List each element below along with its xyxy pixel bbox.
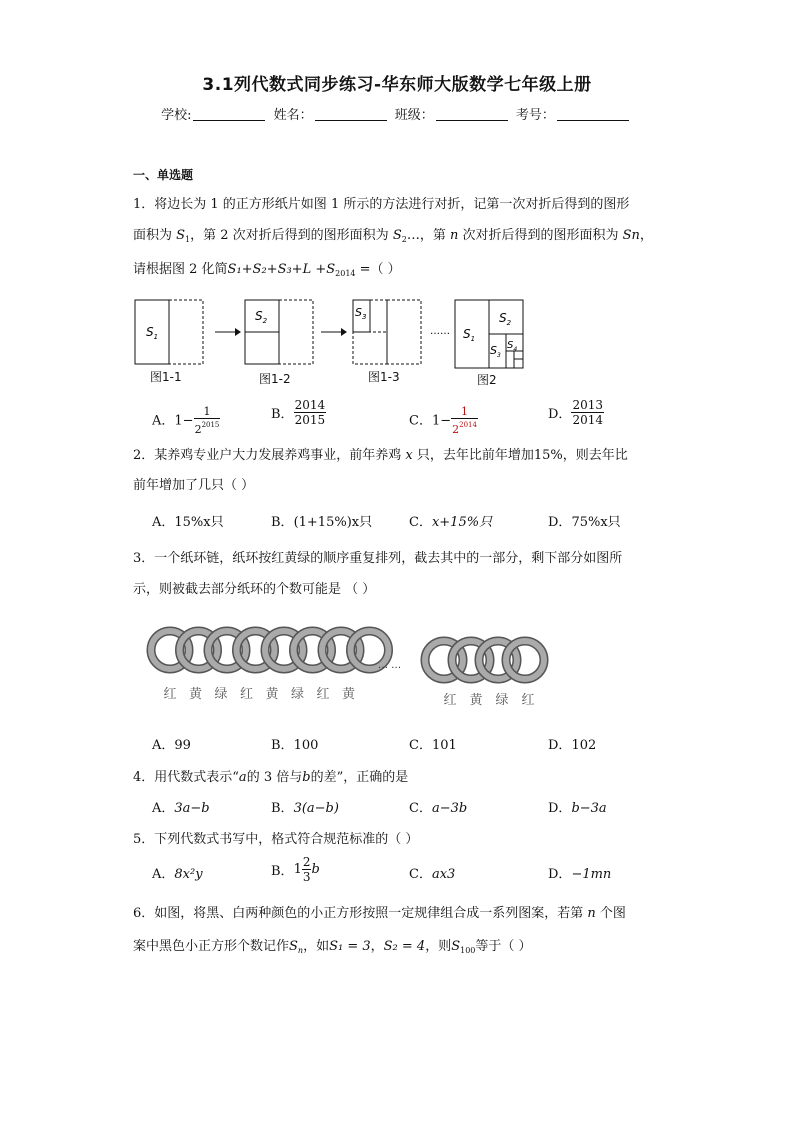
left-ring-label-6: 红 <box>316 687 330 702</box>
student-info-row <box>0 104 794 123</box>
q4-option-b[interactable]: B．3(a−b) <box>271 801 339 816</box>
left-ring-label-3: 红 <box>239 687 254 702</box>
q3-option-a[interactable]: A．99 <box>152 738 191 753</box>
fig4-s4-label: $S_4$ <box>507 340 518 353</box>
q1-sum-expression: S₁+S₂+S₃+L +S <box>227 262 336 277</box>
q5-options <box>152 855 712 889</box>
right-ring-fill-3 <box>506 641 544 679</box>
q4-options <box>152 797 712 815</box>
q1-option-a[interactable]: A．1− $\frac{1}{2^{2015}}$ <box>152 405 220 436</box>
left-ring-label-4: 黄 <box>265 687 279 702</box>
q6-line2: 案中黑色小正方形个数记作$S_n$，如S₁ = 3，S₂ = 4，则$S_{100}$等于（ ） <box>133 939 532 955</box>
left-ring-label-5: 绿 <box>290 687 305 702</box>
caption-fig1-3: 图1-3 <box>368 370 400 384</box>
q2-option-d[interactable]: D．75%x只 <box>548 515 621 530</box>
left-ring-label-0: 红 <box>163 687 177 702</box>
q1-line1: 1．将边长为 1 的正方形纸片如图 1 所示的方法进行对折，记第一次对折后得到的图形 <box>133 197 630 212</box>
caption-fig1-1: 图1-1 <box>150 370 182 384</box>
q5-option-d[interactable]: D．−1mn <box>548 867 612 882</box>
q2-options <box>152 511 712 529</box>
number-blank[interactable] <box>557 108 629 121</box>
q1-options <box>152 398 712 436</box>
q3-ring-chain-figure <box>140 612 560 722</box>
fig4-s1-label: $S_1$ <box>463 327 476 343</box>
caption-fig1-2: 图1-2 <box>259 372 291 386</box>
q3-line2: 示，则被截去部分纸环的个数可能是 （ ） <box>133 582 376 597</box>
q2-option-a[interactable]: A．15%x只 <box>152 515 224 530</box>
q4-option-c[interactable]: C．a−3b <box>409 801 468 816</box>
q4-option-a[interactable]: A．3a−b <box>152 801 210 816</box>
q6-line1: 6．如图，将黑、白两种颜色的小正方形按照一定规律组合成一系列图案，若第 n 个图 <box>133 906 626 921</box>
q1-line3: 请根据图 2 化简$S_1+S_2+S_3+L +S_{2014}$ =（ ） <box>133 262 401 278</box>
fig4-s3-label: $S_3$ <box>490 344 501 359</box>
q4-line: 4．用代数式表示“a的 3 倍与b的差”，正确的是 <box>133 770 409 785</box>
q1-option-c[interactable]: C．1− $\frac{1}{2^{2014}}$ <box>409 405 477 436</box>
chain-ellipsis: … … <box>378 660 402 671</box>
left-ring-label-7: 黄 <box>341 687 356 702</box>
q5-option-c[interactable]: C．ax3 <box>409 867 456 882</box>
q1-folding-figure <box>133 296 533 390</box>
q2-line2: 前年增加了几只（ ） <box>133 478 255 493</box>
q5-option-b[interactable]: B．1 $\frac{2}{3}$ b <box>271 855 320 884</box>
caption-fig2: 图2 <box>477 373 497 387</box>
q1-line2: 面积为 $S_1$，第 2 次对折后得到的图形面积为 $S_2\dots$，第 n 次对折后得到的图形面积为 Sn， <box>133 228 653 244</box>
name-blank[interactable] <box>315 108 387 121</box>
right-ring-label-3: 红 <box>521 693 535 708</box>
class-blank[interactable] <box>436 108 508 121</box>
left-ring-label-1: 黄 <box>188 687 203 702</box>
left-ring-label-2: 绿 <box>214 687 228 702</box>
q3-option-b[interactable]: B．100 <box>271 738 319 753</box>
q3-option-c[interactable]: C．101 <box>409 738 457 753</box>
name-label: 姓名： <box>273 108 313 123</box>
fig1-s1-label: $S_1$ <box>146 325 159 341</box>
fig4-s2-label: $S_2$ <box>499 311 512 327</box>
class-label: 班级： <box>394 108 434 123</box>
fig2-s2-label: $S_2$ <box>255 309 268 325</box>
q2-option-b[interactable]: B．(1+15%)x只 <box>271 515 373 530</box>
school-blank[interactable] <box>193 108 265 121</box>
right-ring-label-2: 绿 <box>495 693 509 708</box>
q3-line1: 3．一个纸环链，纸环按红黄绿的顺序重复排列，截去其中的一部分，剩下部分如图所 <box>133 551 623 566</box>
q3-option-d[interactable]: D．102 <box>548 738 597 753</box>
q3-options <box>152 734 712 752</box>
q5-line: 5．下列代数式书写中，格式符合规范标准的（ ） <box>133 832 419 847</box>
school-label: 学校: <box>161 108 192 123</box>
section-heading: 一、单选题 <box>133 168 194 182</box>
right-ring-label-0: 红 <box>443 693 457 708</box>
q2-line1: 2．某养鸡专业户大力发展养鸡事业，前年养鸡 x 只，去年比前年增加15%，则去年比 <box>133 448 628 463</box>
right-ring-label-1: 黄 <box>469 693 483 708</box>
fig-ellipsis: …… <box>430 326 450 337</box>
q5-option-a[interactable]: A．8x²y <box>152 867 203 882</box>
q1-option-b[interactable]: B． $\frac{2014}{2015}$ <box>271 398 326 427</box>
number-label: 考号： <box>515 108 555 123</box>
q1-option-d[interactable]: D． $\frac{2013}{2014}$ <box>548 398 603 427</box>
fig3-s3-label: $S_3$ <box>355 306 367 321</box>
q4-option-d[interactable]: D．b−3a <box>548 801 607 816</box>
page-title: 3.1列代数式同步练习-华东师大版数学七年级上册 <box>202 75 592 95</box>
q2-option-c[interactable]: C．x+15%只 <box>409 515 493 530</box>
